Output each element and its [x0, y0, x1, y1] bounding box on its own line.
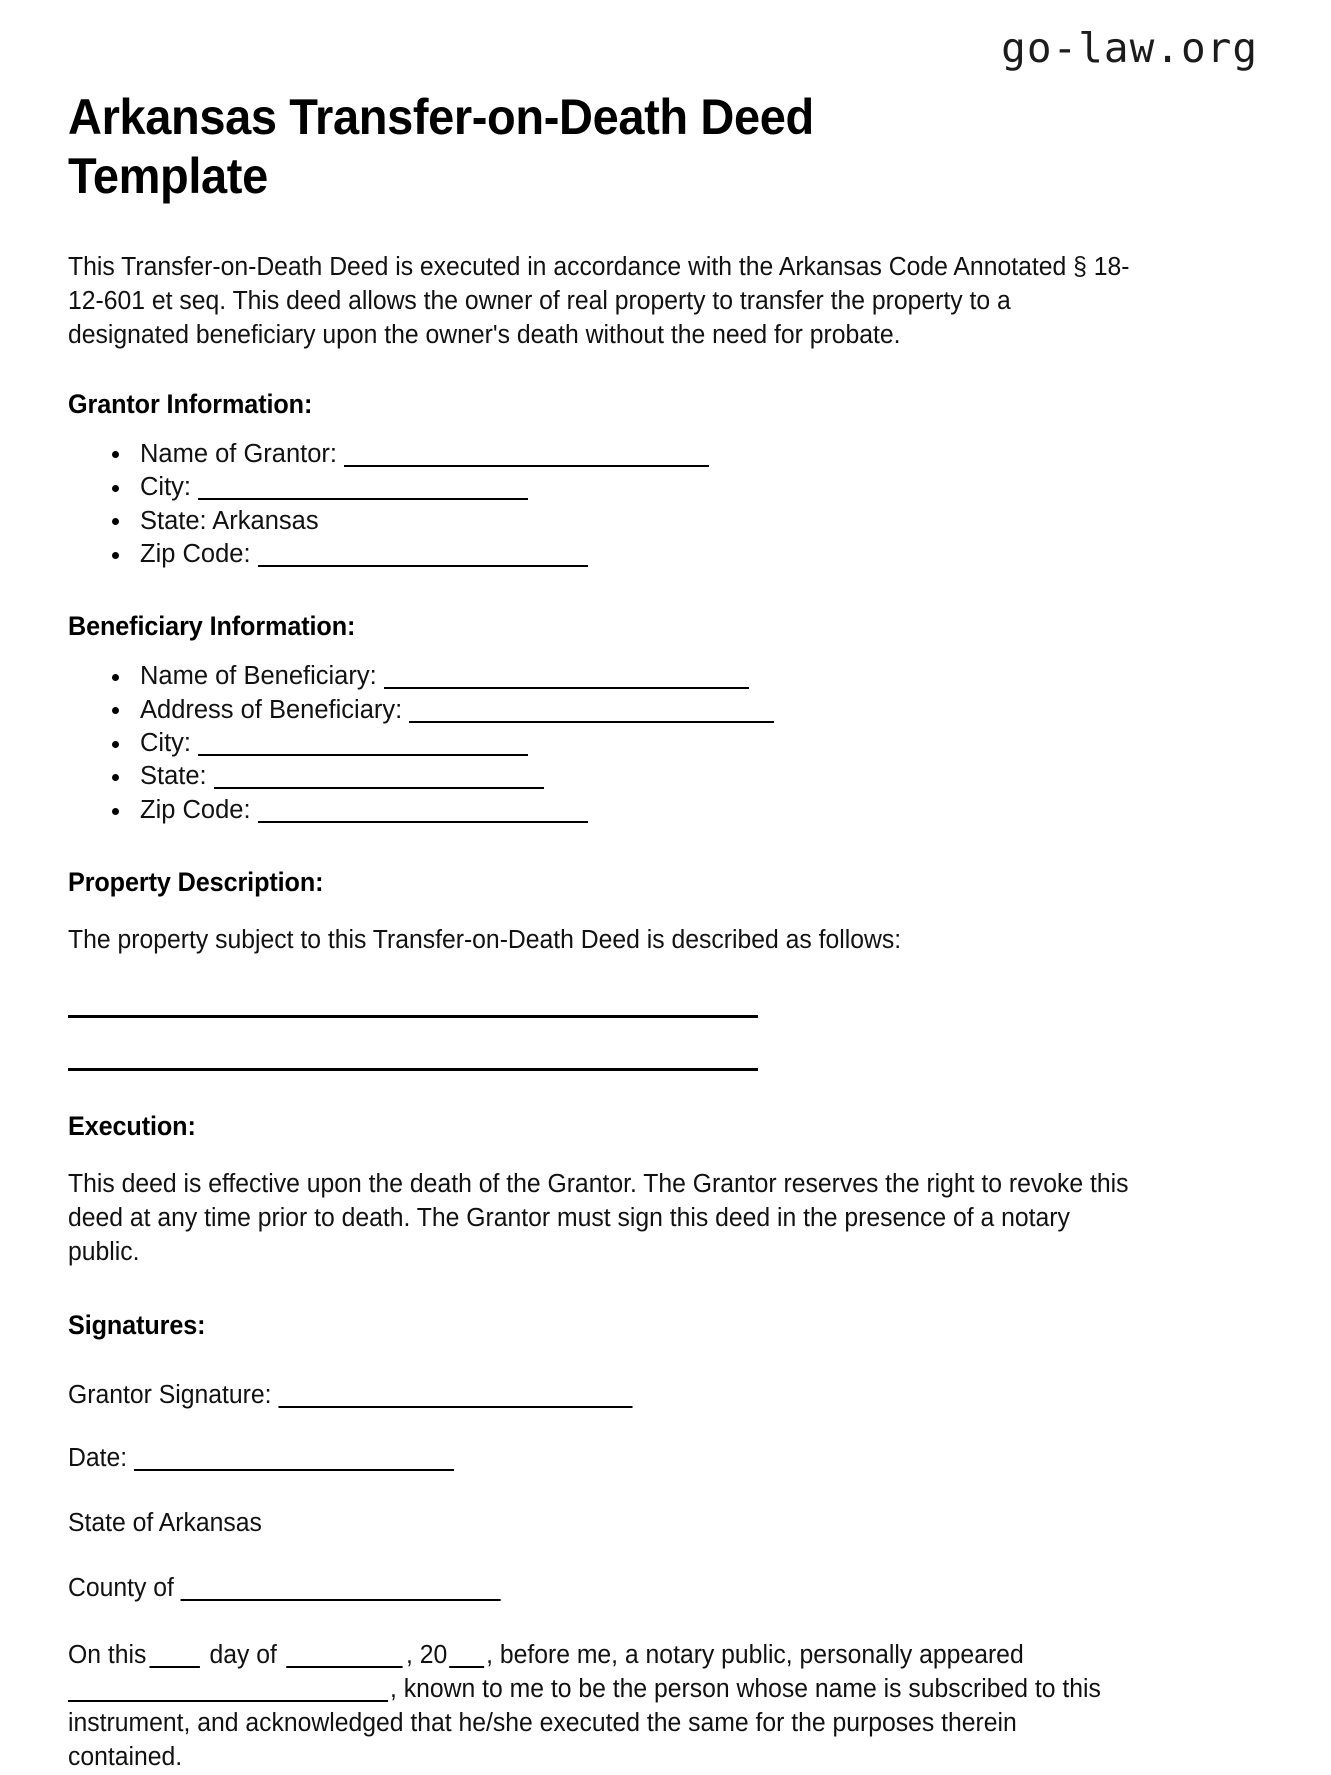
property-blank-line-1[interactable] — [68, 1015, 758, 1018]
section-heading-beneficiary: Beneficiary Information: — [68, 611, 356, 642]
field-label: State: Arkansas — [140, 506, 319, 535]
bullet-icon — [112, 741, 119, 748]
notary-text-2: day of — [209, 1641, 277, 1670]
beneficiary-field-list — [68, 660, 1263, 827]
page-title: Arkansas Transfer-on-Death Deed Template — [68, 89, 814, 204]
grantor-field-list — [68, 438, 1263, 572]
notary-acknowledgment — [68, 1639, 1133, 1775]
notary-name-blank[interactable] — [68, 1700, 388, 1702]
list-item — [108, 694, 1263, 727]
list-item — [108, 760, 1263, 793]
section-heading-property: Property Description: — [68, 867, 324, 898]
state-line: State of Arkansas — [68, 1509, 262, 1538]
field-label: Zip Code: — [140, 795, 251, 824]
grantor-signature-blank[interactable] — [278, 1406, 632, 1408]
grantor-signature-label: Grantor Signature: — [68, 1380, 272, 1409]
date-label: Date: — [68, 1444, 128, 1472]
property-blank-line-2[interactable] — [68, 1068, 758, 1071]
bullet-icon — [112, 451, 119, 458]
field-blank[interactable] — [344, 465, 709, 467]
notary-text-4: , before me, a notary public, personally appeared — [486, 1641, 1024, 1670]
property-intro: The property subject to this Transfer-on-Death Deed is described as follows: — [68, 926, 902, 955]
county-label: County of — [68, 1574, 174, 1603]
date-field — [68, 1442, 1227, 1475]
section-heading-grantor: Grantor Information: — [68, 388, 313, 419]
bullet-icon — [112, 485, 119, 492]
list-item — [108, 727, 1263, 760]
list-item — [108, 505, 1263, 538]
list-item — [108, 538, 1263, 571]
field-label: Zip Code: — [140, 539, 251, 568]
notary-month-blank[interactable] — [287, 1666, 403, 1668]
site-logo: go-law.org — [1001, 23, 1258, 72]
bullet-icon — [112, 674, 119, 681]
field-label: Name of Grantor: — [140, 439, 337, 468]
list-item — [108, 438, 1263, 471]
date-blank[interactable] — [134, 1469, 454, 1471]
bullet-icon — [112, 774, 119, 781]
section-heading-signatures: Signatures: — [68, 1309, 206, 1340]
field-blank[interactable] — [198, 754, 528, 756]
field-blank[interactable] — [258, 565, 588, 567]
field-blank[interactable] — [214, 787, 544, 789]
county-blank[interactable] — [181, 1599, 501, 1601]
county-field — [68, 1572, 1227, 1605]
notary-year-blank[interactable] — [449, 1666, 484, 1668]
bullet-icon — [112, 707, 119, 714]
field-blank[interactable] — [198, 498, 528, 500]
field-blank[interactable] — [409, 721, 774, 723]
intro-paragraph: This Transfer-on-Death Deed is executed in accordance with the Arkansas Code Annotated § 18-12-601 et seq. This deed allows the owner of real property to transfer the property to a designated beneficiary upon the owner's death without the need for probate. — [68, 253, 1130, 349]
field-label: City: — [140, 473, 191, 502]
field-label: City: — [140, 729, 191, 758]
list-item — [108, 660, 1263, 693]
field-label: Name of Beneficiary: — [140, 662, 377, 691]
notary-day-blank[interactable] — [149, 1666, 199, 1668]
brand-header — [68, 0, 1263, 96]
notary-text-1: On this — [68, 1641, 147, 1670]
bullet-icon — [112, 518, 119, 525]
field-blank[interactable] — [384, 687, 749, 689]
bullet-icon — [112, 552, 119, 559]
notary-text-5: , known to me to be the person whose name is subscribed to this instrument, and acknowledged that he/she executed the same for the purposes therein contained. — [68, 1675, 1101, 1772]
field-label: State: — [140, 762, 207, 791]
section-heading-execution: Execution: — [68, 1111, 196, 1142]
bullet-icon — [112, 808, 119, 815]
list-item — [108, 471, 1263, 504]
execution-paragraph: This deed is effective upon the death of the Grantor. The Grantor reserves the right to revoke this deed at any time prior to death. The Grantor must sign this deed in the presence of a notary public. — [68, 1170, 1129, 1266]
field-label: Address of Beneficiary: — [140, 695, 403, 724]
grantor-signature-field — [68, 1379, 1227, 1412]
notary-text-3: , 20 — [405, 1641, 448, 1670]
field-blank[interactable] — [258, 821, 588, 823]
list-item — [108, 794, 1263, 827]
